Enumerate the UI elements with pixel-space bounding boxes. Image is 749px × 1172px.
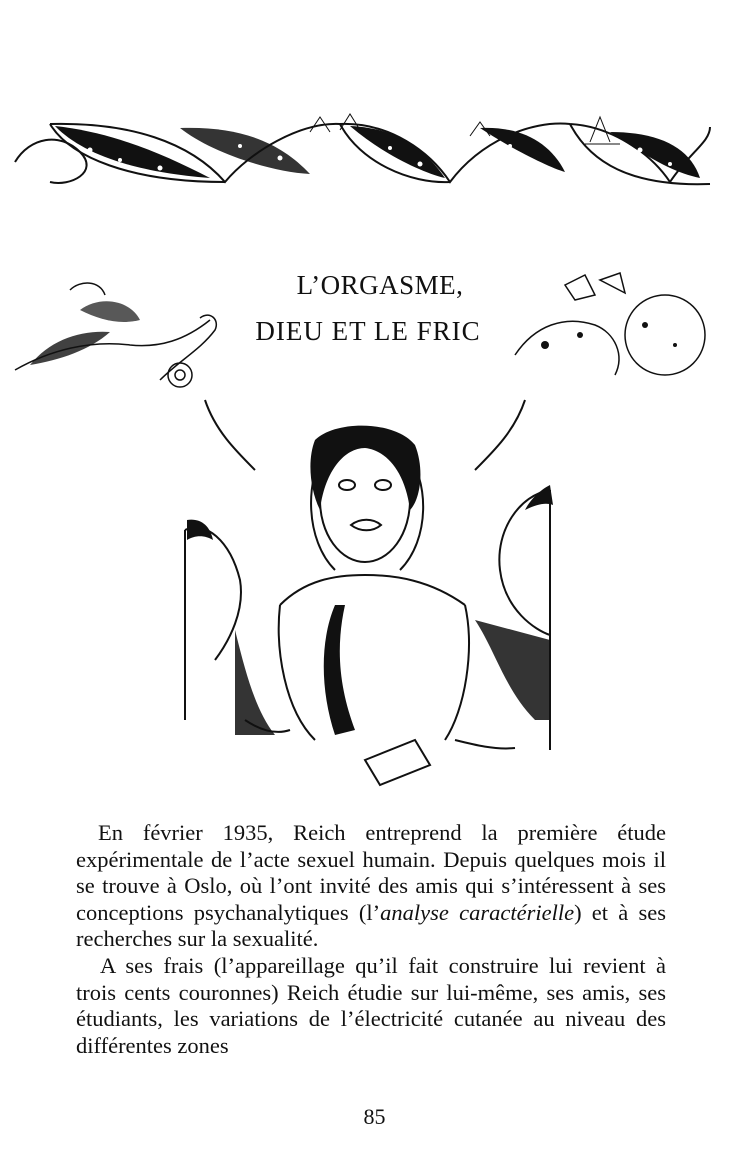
paragraph-1-text-end: ) et à ses recherches sur la sexualité. (76, 899, 667, 952)
body-text (76, 820, 666, 1059)
left-foliage-ornament (10, 270, 230, 400)
paragraph-2: A ses frais (l’appareillage qu’il fait construire lui revient à trois cents couronnes) Reich étudie sur lui-même, ses amis, ses étudiants, les variations de l’électricité cutanée au niveau des différentes zones (76, 952, 666, 1058)
chapter-title-line-2: DIEU ET LE FRIC (255, 316, 481, 346)
page-number: 85 (363, 1104, 386, 1129)
three-figures-illustration (175, 390, 570, 790)
paragraph-1 (76, 820, 666, 953)
decorative-frieze-illustration (10, 112, 715, 198)
paragraph-1-text-start: En février 1935, Reich entreprend la première étude expérimentale de l’acte sexuel humain. Depuis quelques mois il se trouve à Oslo, où l’ont invité des amis qui s’intéressent à ses conceptions psychanalytiques (l’ (76, 820, 666, 925)
paragraph-1-emphasis: analyse caractérielle (380, 899, 575, 925)
chapter-title-line-1: L’ORGASME, (296, 270, 464, 300)
